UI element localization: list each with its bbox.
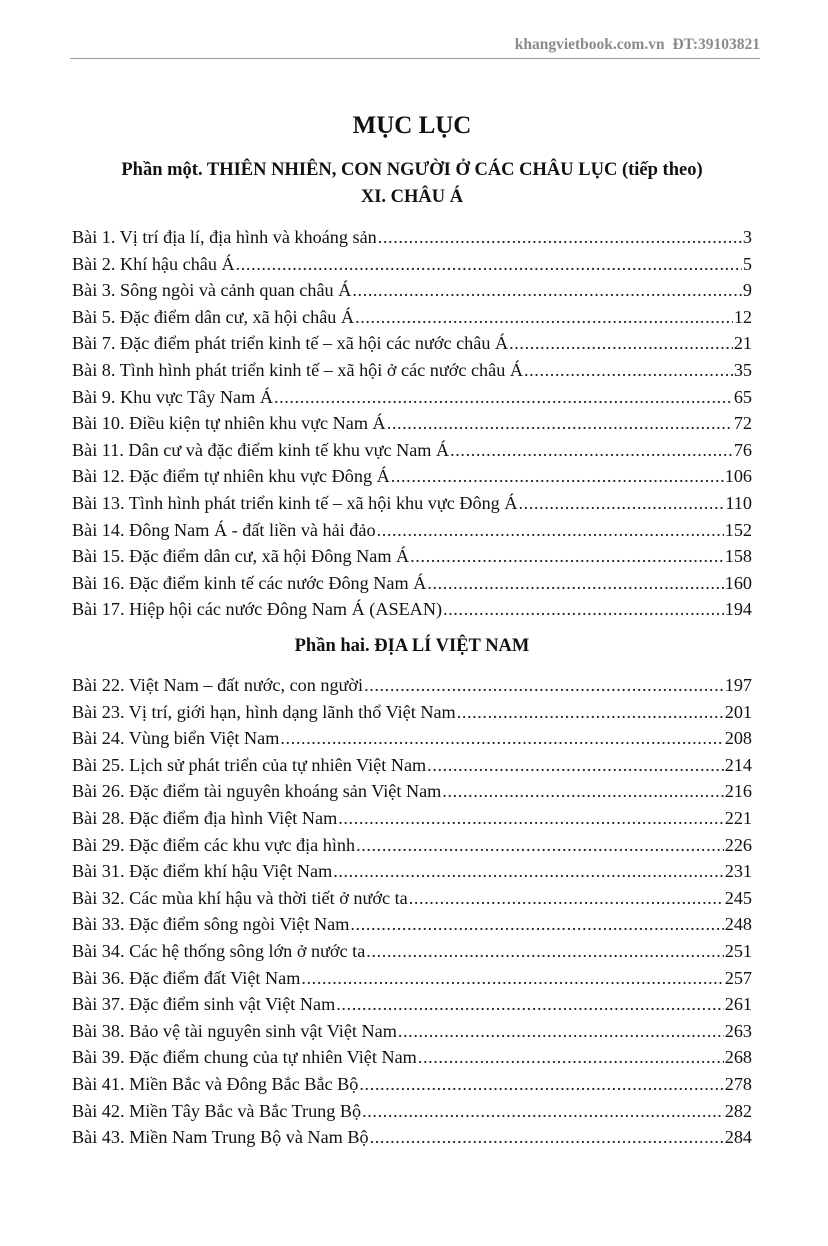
toc-entry[interactable] xyxy=(72,991,752,1018)
toc-entry-page: 65 xyxy=(733,386,752,407)
toc-leader xyxy=(333,858,724,885)
toc-entry-title: Bài 12. Đặc điểm tự nhiên khu vực Đông Á xyxy=(72,466,390,487)
toc-entry-page: 9 xyxy=(742,280,752,301)
toc-leader xyxy=(378,224,742,251)
toc-leader xyxy=(301,965,723,992)
toc-entry-title: Bài 5. Đặc điểm dân cư, xã hội châu Á xyxy=(72,306,355,327)
toc-entry[interactable] xyxy=(72,490,752,517)
toc-entry-page: 282 xyxy=(724,1100,752,1121)
toc-entry-title: Bài 33. Đặc điểm sông ngòi Việt Nam xyxy=(72,914,350,935)
toc-leader xyxy=(352,277,742,304)
toc-entry-title: Bài 28. Đặc điểm địa hình Việt Nam xyxy=(72,807,338,828)
toc-entry-page: 231 xyxy=(724,861,752,882)
toc-entry[interactable] xyxy=(72,1098,752,1125)
toc-entry[interactable] xyxy=(72,463,752,490)
toc-leader xyxy=(524,357,733,384)
toc-leader xyxy=(457,699,724,726)
toc-entry[interactable] xyxy=(72,517,752,544)
toc-entry-title: Bài 41. Miền Bắc và Đông Bắc Bắc Bộ xyxy=(72,1073,359,1094)
toc-entry-page: 216 xyxy=(724,781,752,802)
toc-entry[interactable] xyxy=(72,384,752,411)
toc-entry-title: Bài 9. Khu vực Tây Nam Á xyxy=(72,386,273,407)
toc-entry-title: Bài 13. Tình hình phát triển kinh tế – xã hội khu vực Đông Á xyxy=(72,492,518,513)
toc-entry-page: 261 xyxy=(724,994,752,1015)
toc-leader xyxy=(336,991,723,1018)
toc-leader xyxy=(518,490,724,517)
toc-entry[interactable] xyxy=(72,596,752,623)
toc-entry-page: 251 xyxy=(724,940,752,961)
toc-entry[interactable] xyxy=(72,725,752,752)
toc-entry-page: 263 xyxy=(724,1020,752,1041)
toc-entry-title: Bài 38. Bảo vệ tài nguyên sinh vật Việt Nam xyxy=(72,1020,397,1041)
header-phone: ĐT:39103821 xyxy=(672,36,760,53)
toc-entry-title: Bài 25. Lịch sử phát triển của tự nhiên Việt Nam xyxy=(72,754,427,775)
toc-leader xyxy=(377,517,724,544)
toc-leader xyxy=(427,752,724,779)
toc-entry-title: Bài 11. Dân cư và đặc điểm kinh tế khu vực Nam Á xyxy=(72,439,450,460)
toc-leader xyxy=(356,832,724,859)
part1-heading: Phần một. THIÊN NHIÊN, CON NGƯỜI Ở CÁC CHÂU LỤC (tiếp theo) xyxy=(121,160,703,180)
toc-entry-title: Bài 34. Các hệ thống sông lớn ở nước ta xyxy=(72,940,366,961)
toc-leader xyxy=(387,410,733,437)
toc-entry[interactable] xyxy=(72,1071,752,1098)
toc-entry-page: 221 xyxy=(724,807,752,828)
toc-entry-title: Bài 29. Đặc điểm các khu vực địa hình xyxy=(72,834,356,855)
toc-leader xyxy=(359,1071,723,1098)
toc-entry-title: Bài 32. Các mùa khí hậu và thời tiết ở nước ta xyxy=(72,887,408,908)
toc-entry-title: Bài 43. Miền Nam Trung Bộ và Nam Bộ xyxy=(72,1127,369,1148)
toc-leader xyxy=(450,437,733,464)
toc-leader xyxy=(410,543,724,570)
toc-leader xyxy=(391,463,724,490)
toc-part1 xyxy=(72,224,752,623)
toc-entry-title: Bài 37. Đặc điểm sinh vật Việt Nam xyxy=(72,994,336,1015)
toc-leader xyxy=(274,384,733,411)
toc-entry-title: Bài 22. Việt Nam – đất nước, con người xyxy=(72,675,364,695)
toc-entry[interactable] xyxy=(72,805,752,832)
toc-leader xyxy=(236,251,742,278)
toc-entry-title: Bài 31. Đặc điểm khí hậu Việt Nam xyxy=(72,861,333,882)
toc-entry[interactable] xyxy=(72,543,752,570)
toc-entry[interactable] xyxy=(72,832,752,859)
toc-entry-page: 158 xyxy=(724,546,752,567)
toc-leader xyxy=(442,778,723,805)
toc-entry-title: Bài 24. Vùng biển Việt Nam xyxy=(72,728,280,749)
toc-entry-title: Bài 3. Sông ngòi và cảnh quan châu Á xyxy=(72,280,352,301)
toc-entry-page: 214 xyxy=(724,754,752,775)
toc-entry-page: 76 xyxy=(733,439,752,460)
toc-entry-title: Bài 15. Đặc điểm dân cư, xã hội Đông Nam Á xyxy=(72,546,410,567)
toc-entry-page: 160 xyxy=(724,572,752,593)
toc-entry[interactable] xyxy=(72,752,752,779)
toc-entry-page: 35 xyxy=(733,359,752,380)
toc-entry[interactable] xyxy=(72,251,752,278)
toc-entry-page: 208 xyxy=(724,728,752,749)
page-header xyxy=(70,36,760,54)
page-title: MỤC LỤC xyxy=(352,112,472,139)
toc-entry-page: 197 xyxy=(724,675,752,695)
part1-section: XI. CHÂU Á xyxy=(360,187,464,207)
toc-entry-title: Bài 2. Khí hậu châu Á xyxy=(72,253,235,274)
toc-entry-page: 278 xyxy=(724,1073,752,1094)
header-divider xyxy=(70,58,760,59)
toc-leader xyxy=(409,885,724,912)
toc-entry-page: 5 xyxy=(742,253,752,274)
toc-entry[interactable] xyxy=(72,938,752,965)
toc-entry-title: Bài 8. Tình hình phát triển kinh tế – xã hội ở các nước châu Á xyxy=(72,359,524,380)
toc-entry-title: Bài 36. Đặc điểm đất Việt Nam xyxy=(72,967,301,988)
toc-entry-title: Bài 14. Đông Nam Á - đất liền và hải đảo xyxy=(72,519,376,540)
toc-leader xyxy=(509,330,733,357)
toc-entry-page: 226 xyxy=(724,834,752,855)
toc-entry-title: Bài 7. Đặc điểm phát triển kinh tế – xã hội các nước châu Á xyxy=(72,333,509,354)
toc-entry-page: 248 xyxy=(724,914,752,935)
toc-entry[interactable] xyxy=(72,410,752,437)
toc-leader xyxy=(350,911,723,938)
toc-entry[interactable] xyxy=(72,437,752,464)
toc-entry-page: 72 xyxy=(733,413,752,434)
toc-entry-title: Bài 39. Đặc điểm chung của tự nhiên Việt Nam xyxy=(72,1047,417,1068)
toc-leader xyxy=(338,805,723,832)
toc-leader xyxy=(370,1124,724,1151)
toc-entry-page: 152 xyxy=(724,519,752,540)
toc-entry-page: 201 xyxy=(724,701,752,722)
toc-entry[interactable] xyxy=(72,778,752,805)
toc-entry-title: Bài 42. Miền Tây Bắc và Bắc Trung Bộ xyxy=(72,1100,362,1121)
toc-entry[interactable] xyxy=(72,1124,752,1151)
toc-entry[interactable] xyxy=(72,885,752,912)
toc-entry-title: Bài 1. Vị trí địa lí, địa hình và khoáng sản xyxy=(72,227,377,247)
toc-entry-page: 284 xyxy=(724,1127,752,1148)
toc-entry-title: Bài 17. Hiệp hội các nước Đông Nam Á (ASEAN) xyxy=(72,599,443,620)
toc-entry-page: 257 xyxy=(724,967,752,988)
toc-entry-page: 110 xyxy=(725,492,752,513)
toc-entry-title: Bài 26. Đặc điểm tài nguyên khoáng sản Việt Nam xyxy=(72,781,442,802)
toc-entry[interactable] xyxy=(72,1044,752,1071)
toc-entry-title: Bài 10. Điều kiện tự nhiên khu vực Nam Á xyxy=(72,413,386,434)
toc-leader xyxy=(364,672,724,699)
toc-leader xyxy=(418,1044,724,1071)
toc-leader xyxy=(355,304,733,331)
toc-part2 xyxy=(72,672,752,1151)
toc-entry[interactable] xyxy=(72,672,752,699)
toc-leader xyxy=(366,938,723,965)
toc-leader xyxy=(427,570,723,597)
toc-entry[interactable] xyxy=(72,699,752,726)
toc-entry-page: 194 xyxy=(724,599,752,620)
header-site: khangvietbook.com.vn xyxy=(514,36,665,53)
toc-entry-page: 245 xyxy=(724,887,752,908)
toc-entry-page: 12 xyxy=(733,306,752,327)
toc-entry[interactable] xyxy=(72,277,752,304)
toc-entry[interactable] xyxy=(72,224,752,251)
toc-entry-page: 268 xyxy=(724,1047,752,1068)
toc-entry-page: 106 xyxy=(724,466,752,487)
toc-entry[interactable] xyxy=(72,965,752,992)
toc-entry[interactable] xyxy=(72,911,752,938)
toc-leader xyxy=(362,1098,724,1125)
toc-leader xyxy=(398,1018,724,1045)
toc-entry-page: 3 xyxy=(742,227,752,247)
toc-entry[interactable] xyxy=(72,570,752,597)
toc-entry[interactable] xyxy=(72,1018,752,1045)
part2-heading: Phần hai. ĐỊA LÍ VIỆT NAM xyxy=(294,636,530,656)
toc-entry[interactable] xyxy=(72,330,752,357)
toc-entry[interactable] xyxy=(72,304,752,331)
toc-entry[interactable] xyxy=(72,357,752,384)
toc-entry-title: Bài 16. Đặc điểm kinh tế các nước Đông Nam Á xyxy=(72,572,427,593)
toc-entry-title: Bài 23. Vị trí, giới hạn, hình dạng lãnh thổ Việt Nam xyxy=(72,701,456,722)
toc-entry-page: 21 xyxy=(733,333,752,354)
toc-entry[interactable] xyxy=(72,858,752,885)
toc-leader xyxy=(280,725,723,752)
toc-leader xyxy=(443,596,724,623)
